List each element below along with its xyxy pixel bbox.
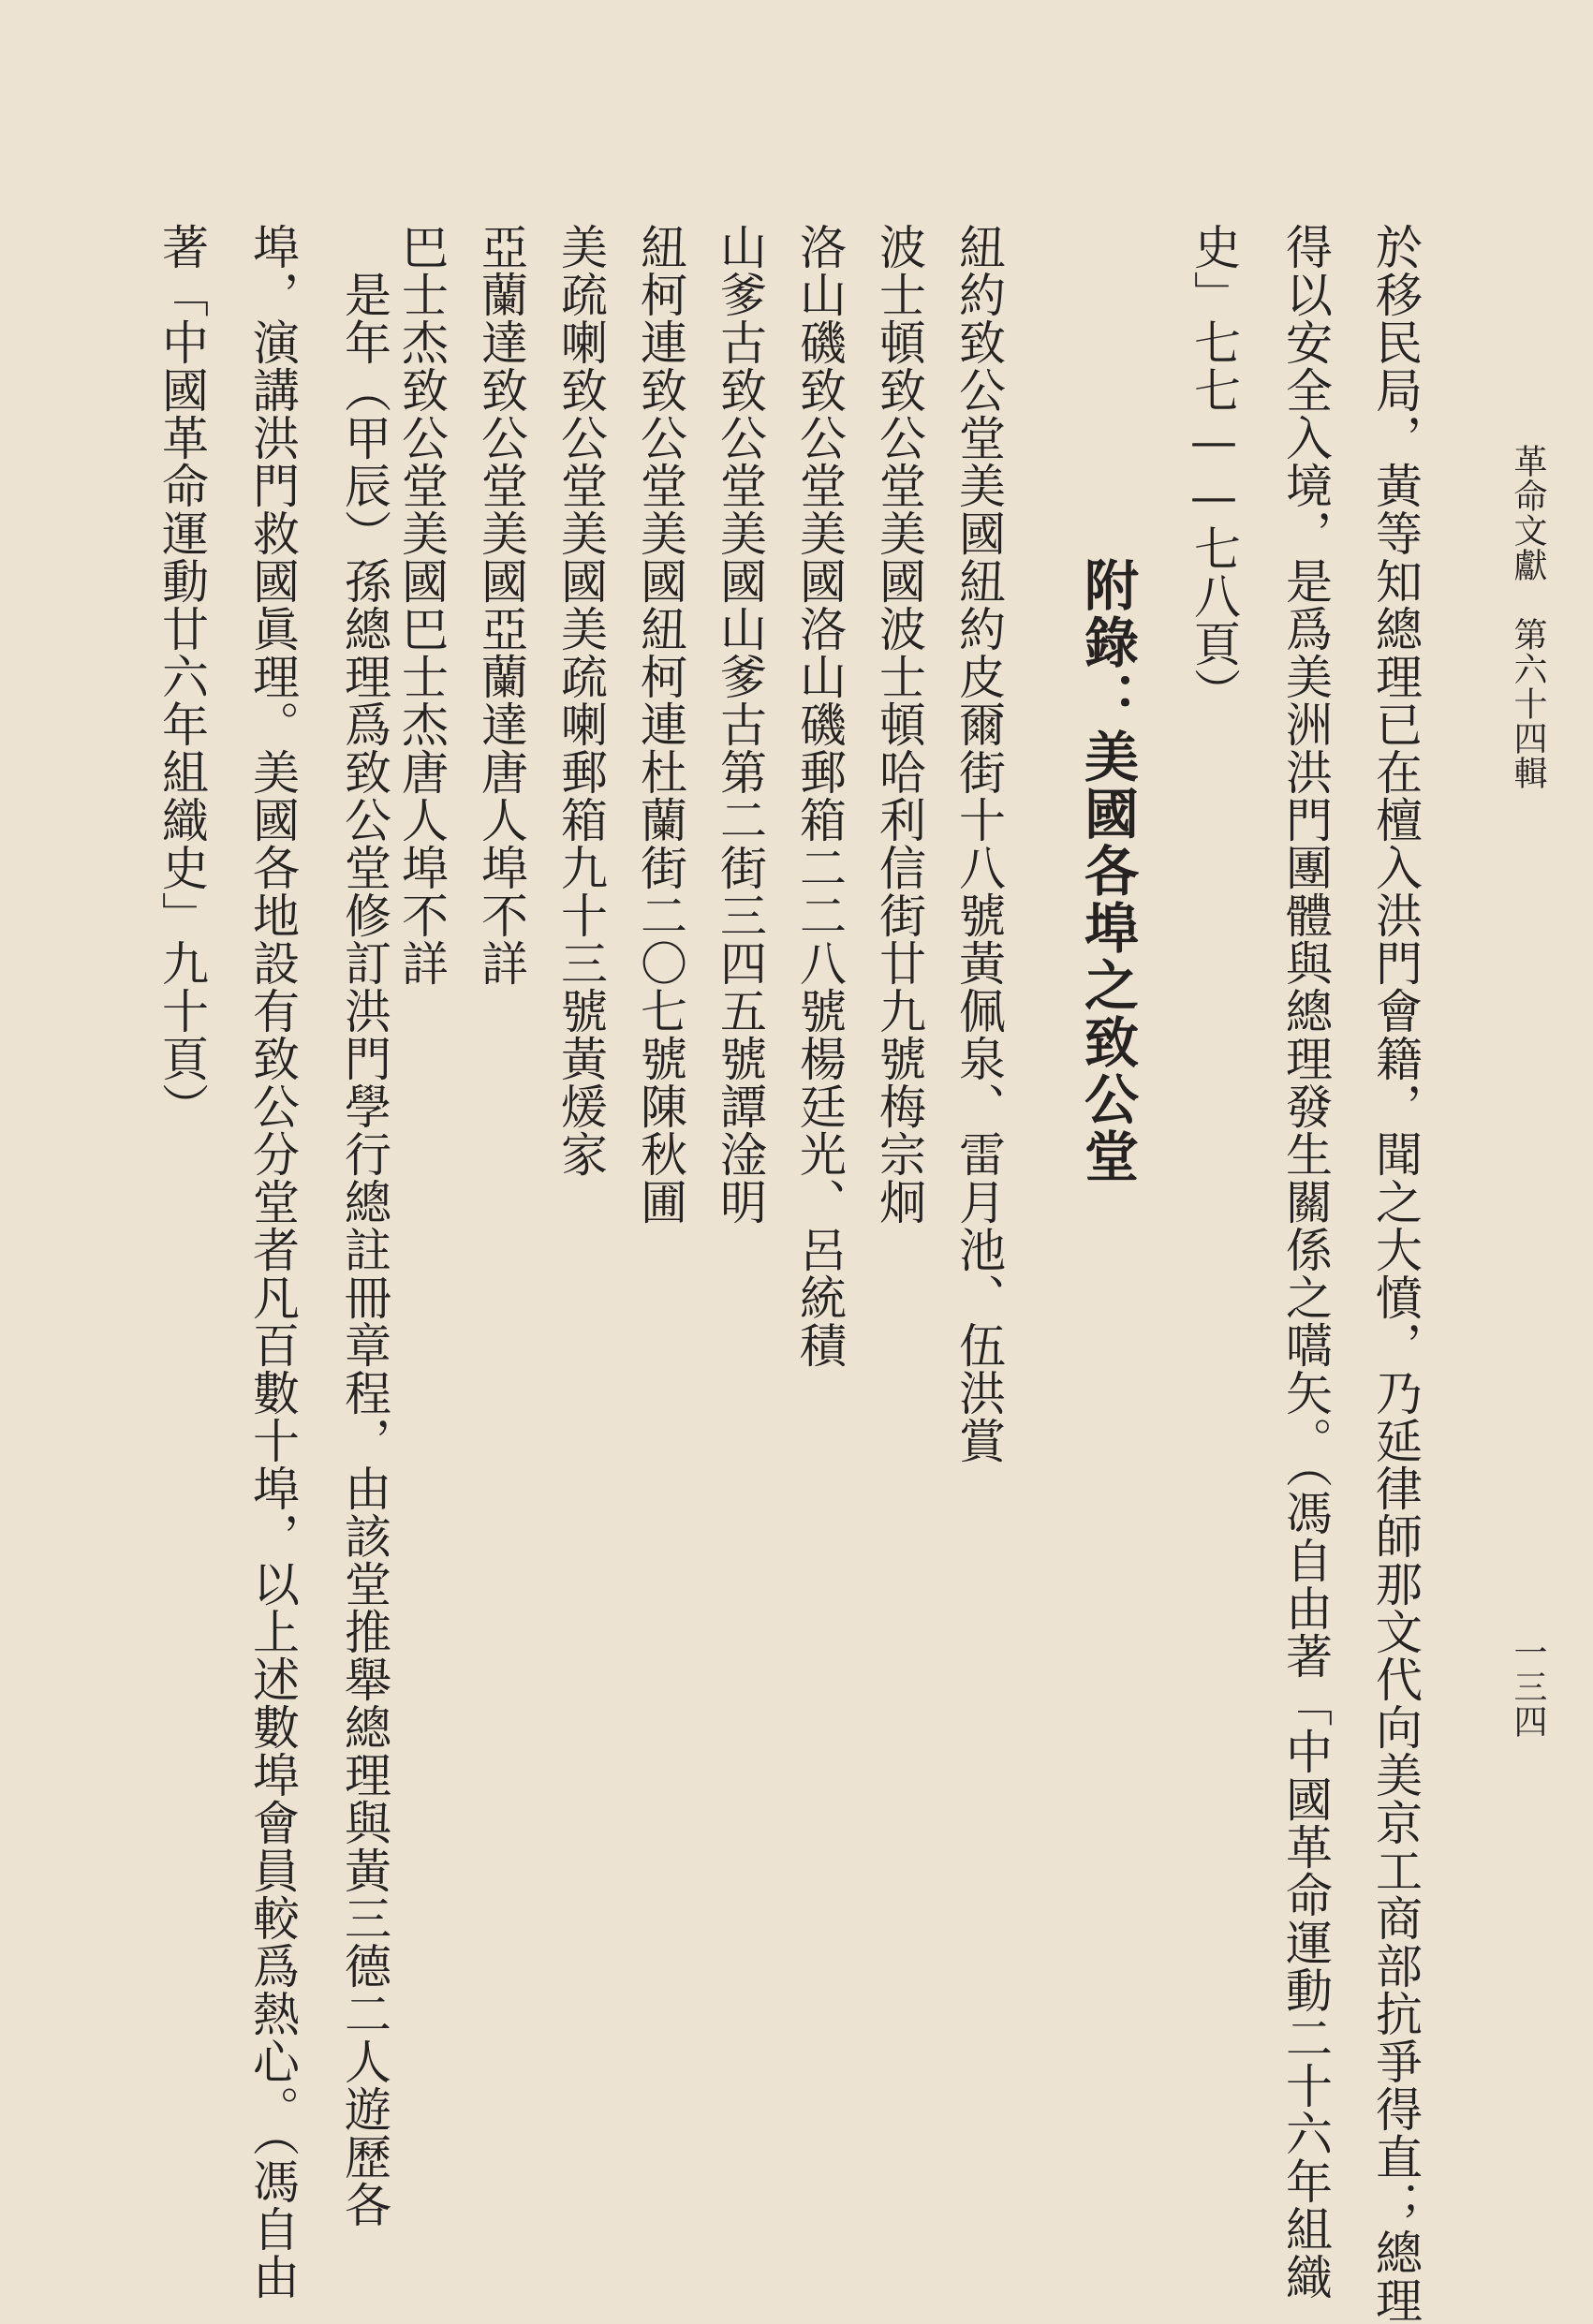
office-persons: 梅宗炯: [872, 1082, 926, 1226]
paragraph1-line1: 於移民局，黃等知總理已在檀入洪門會籍，聞之大憤，乃延律師那文代向美京工商部抗爭得直；總理: [1368, 223, 1423, 2324]
office-address: 美國紐柯連杜蘭街二〇七號: [633, 509, 687, 1082]
office-persons: 陳秋圃: [633, 1082, 687, 1226]
office-row-missoula: [553, 223, 627, 1178]
office-name: 洛山磯致公堂: [792, 223, 847, 509]
office-row-sandiego: [713, 223, 786, 1226]
paragraph2-line1: 是年（甲辰）孫總理爲致公堂修訂洪門學行總註冊章程，由該堂推舉總理與黃三德二人遊歷各: [337, 223, 391, 2228]
office-name: 巴士杰致公堂: [394, 223, 449, 509]
office-name: 美疏喇致公堂: [553, 223, 608, 509]
office-address: 美國洛山磯郵箱二二八號: [792, 509, 847, 1035]
office-row-neworleans: [633, 223, 706, 1226]
office-row-losangeles: [792, 223, 865, 1369]
office-persons: 黃煖家: [553, 1035, 608, 1178]
office-row-boston: [872, 223, 945, 1226]
paragraph2-line3: 著「中國革命運動廿六年組織史」九十頁）: [155, 223, 209, 1130]
office-name: 紐柯連致公堂: [633, 223, 687, 509]
office-address: 美國紐約皮爾街十八號: [951, 462, 1006, 939]
office-address: 美國巴士杰唐人埠: [394, 509, 449, 891]
office-address: 美國波士頓哈利信街廿九號: [872, 509, 926, 1082]
office-persons: 黃佩泉、雷月池、伍洪賞: [951, 939, 1006, 1464]
office-name: 紐約致公堂: [951, 223, 1006, 462]
office-persons: 不詳: [394, 891, 449, 987]
running-title: 革命文獻 第六十四輯: [1509, 444, 1547, 790]
office-row-pasco: [394, 223, 467, 987]
paragraph1-line3: 史」七七——七八頁）: [1187, 223, 1241, 715]
office-address: 美國亞蘭達唐人埠: [474, 509, 528, 891]
office-persons: 不詳: [474, 891, 528, 987]
office-persons: 譚淦明: [713, 1082, 767, 1226]
office-persons: 楊廷光、呂統積: [792, 1035, 847, 1369]
office-name: 山爹古致公堂: [713, 223, 767, 509]
office-name: 波士頓致公堂: [872, 223, 926, 509]
section-heading: 附錄：美國各埠之致公堂: [1075, 557, 1139, 1185]
office-row-newyork: [951, 223, 1025, 1464]
office-name: 亞蘭達致公堂: [474, 223, 528, 509]
paragraph1-line2: 得以安全入境，是爲美洲洪門團體與總理發生關係之嚆矢。（馮自由著「中國革命運動二十六年組織: [1278, 223, 1333, 2301]
office-address: 美國山爹古第二街三四五號: [713, 509, 767, 1082]
paragraph2-line2: 埠，演講洪門救國眞理。美國各地設有致公分堂者凡百數十埠，以上述數埠會員較爲熱心。（馮自由: [245, 223, 300, 2301]
page-number: 一三四: [1509, 1635, 1547, 1739]
office-row-atlanta: [474, 223, 547, 987]
office-address: 美國美疏喇郵箱九十三號: [553, 509, 608, 1035]
